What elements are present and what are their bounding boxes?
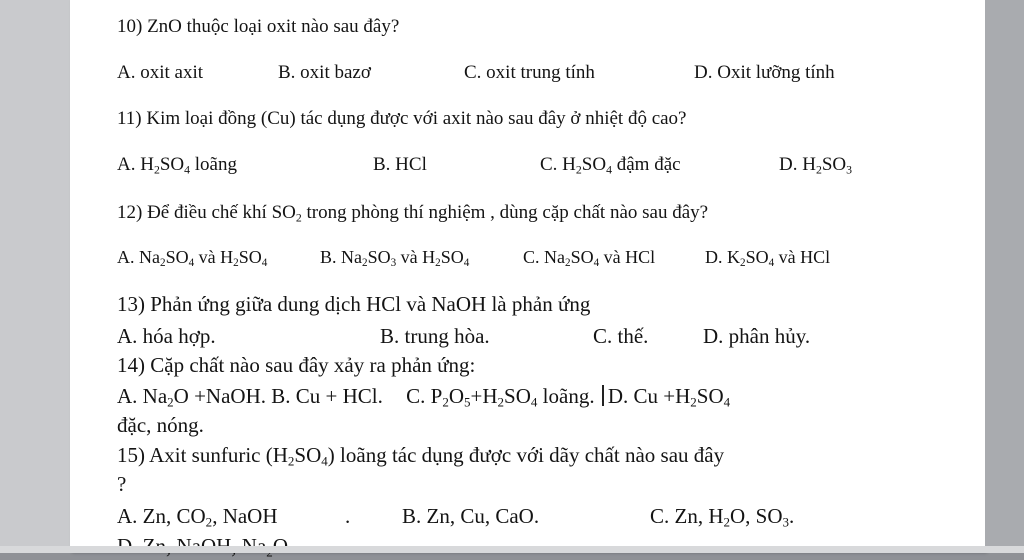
- question-11-prompt: 11) Kim loại đồng (Cu) tác dụng được với axit nào sau đây ở nhiệt độ cao?: [117, 108, 687, 129]
- question-14-options-line: [117, 384, 731, 410]
- question-13-option-a: A. hóa hợp.: [117, 324, 216, 348]
- question-11-option-a: A. $H_2SO_4$ loãng: [117, 154, 237, 177]
- question-15-option-c: C. Zn, $H_2O$, $SO_3$.: [650, 504, 795, 530]
- question-10-option-c: C. oxit trung tính: [464, 62, 595, 83]
- question-11-option-d: D. $H_2SO_3$: [779, 154, 853, 177]
- question-13-option-b: B. trung hòa.: [380, 324, 490, 348]
- left-gutter: [0, 0, 70, 553]
- question-15-option-a: A. Zn, $CO_2$, NaOH: [117, 504, 278, 530]
- question-10-option-b: B. oxit bazơ: [278, 62, 371, 83]
- question-13-option-c: C. thế.: [593, 324, 649, 348]
- horizontal-scrollbar[interactable]: [0, 546, 1024, 553]
- cut-off-line: [0, 530, 985, 546]
- question-11-option-b: B. HCl: [373, 154, 427, 175]
- question-11-option-c: C. $H_2SO_4$ đậm đặc: [540, 154, 681, 177]
- question-10-option-a: A. oxit axit: [117, 62, 204, 83]
- question-13-option-d: D. phân hủy.: [703, 324, 811, 348]
- question-12-option-d: D. $K_2SO_4$ và HCl: [705, 247, 831, 270]
- question-14-option-d: D. $Cu +H_2SO_4$: [607, 384, 731, 410]
- question-14-option-d-continued: đặc, nóng.: [117, 413, 204, 437]
- question-12-option-c: C. $Na_2SO_4$ và HCl: [523, 247, 656, 270]
- question-13-prompt: 13) Phản ứng giữa dung dịch HCl và NaOH là phản ứng: [117, 292, 591, 316]
- question-14-prompt: 14) Cặp chất nào sau đây xảy ra phản ứng:: [117, 353, 476, 377]
- question-14-option-a: A. $Na_2O$ +NaOH.: [117, 384, 266, 410]
- question-15-separator-dot: .: [345, 504, 351, 528]
- question-10-prompt: 10) ZnO thuộc loại oxit nào sau đây?: [117, 16, 400, 37]
- question-12-option-a: A. $Na_2SO_4$ và $H_2SO_4$: [117, 247, 268, 270]
- question-12-prompt: 12) Để điều chế khí $SO_2$ trong phòng thí nghiệm , dùng cặp chất nào sau đây?: [117, 202, 709, 225]
- question-15-prompt: 15) Axit sunfuric $(H_2SO_4)$ loãng tác dụng được với dãy chất nào sau đây: [117, 443, 725, 469]
- vertical-scrollbar[interactable]: [985, 0, 1024, 553]
- question-14-option-c: C. $P_2O_5+H_2SO_4$ loãng.: [406, 384, 595, 410]
- question-12-option-b: B. $Na_2SO_3$ và $H_2SO_4$: [320, 247, 470, 270]
- question-15-prompt-continued: ?: [117, 472, 127, 496]
- text-cursor: [602, 385, 604, 406]
- question-14-option-b: B. Cu + HCl.: [271, 384, 383, 408]
- question-10-option-d: D. Oxit lưỡng tính: [694, 62, 835, 83]
- question-15-option-b: B. Zn, Cu, CaO.: [402, 504, 540, 528]
